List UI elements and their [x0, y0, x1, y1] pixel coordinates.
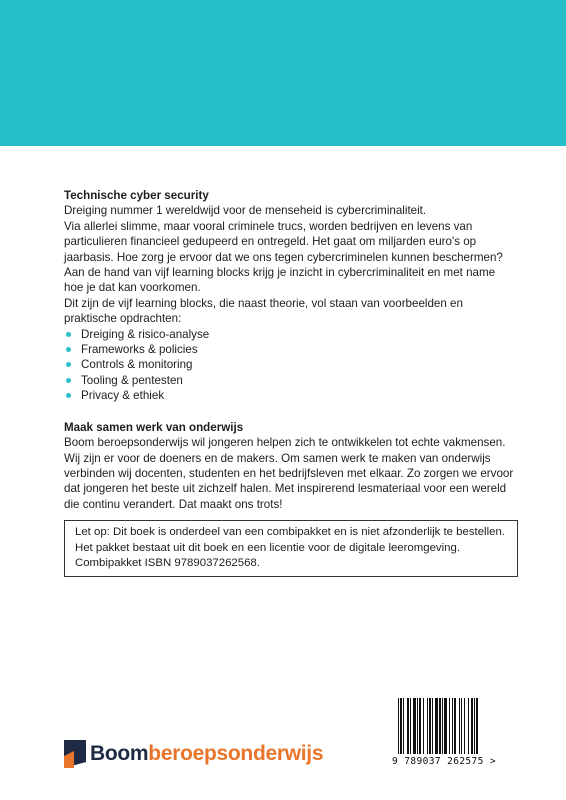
- intro-line: praktische opdrachten:: [64, 312, 182, 326]
- combipakket-notice-box: [64, 520, 518, 577]
- publisher-line: die continu verandert. Dat maakt ons trots!: [64, 497, 283, 511]
- isbn-barcode: [392, 698, 524, 770]
- intro-line: particulieren financieel gedupeerd en ontregeld. Het gaat om miljarden euro's op: [64, 235, 477, 249]
- publisher-line: dat jongeren het beste uit zichzelf halen. Met inspirerend lesmateriaal voor een wereld: [64, 482, 507, 496]
- list-item: Controls & monitoring: [64, 357, 534, 372]
- back-cover-text: [64, 188, 534, 512]
- intro-line: hoe je dat kan voorkomen.: [64, 281, 201, 295]
- publisher-line: Wij zijn er voor de doeners en de makers. Om samen werk te maken van onderwijs: [64, 451, 491, 465]
- list-item: Tooling & pentesten: [64, 373, 534, 388]
- notice-line: Let op: Dit boek is onderdeel van een combipakket en is niet afzonderlijk te bestellen.: [75, 526, 505, 538]
- list-item: Frameworks & policies: [64, 342, 534, 357]
- list-item: Dreiging & risico-analyse: [64, 327, 534, 342]
- notice-line: Combipakket ISBN 9789037262568.: [75, 557, 260, 570]
- publisher-line: Boom beroepsonderwijs wil jongeren helpen zich te ontwikkelen tot echte vakmensen.: [64, 436, 506, 450]
- publisher-line: verbinden wij docenten, studenten en het bedrijfsleven met elkaar. Zo zorgen we ervoor: [64, 466, 514, 480]
- logo-text-beroepsonderwijs: beroepsonderwijs: [148, 742, 324, 765]
- learning-blocks-list: [64, 327, 534, 404]
- intro-line: jaarbasis. Hoe zorg je ervoor dat we ons tegen cybercriminelen kunnen beschermen?: [64, 250, 503, 264]
- notice-line: Het pakket bestaat uit dit boek en een licentie voor de digitale leeromgeving.: [75, 541, 460, 554]
- intro-line: Aan de hand van vijf learning blocks krijg je inzicht in cybercriminaliteit en met name: [64, 266, 496, 280]
- top-color-band: [0, 0, 566, 146]
- boom-logo-mark-icon: [64, 740, 86, 768]
- intro-line: Dreiging nummer 1 wereldwijd voor de menseheid is cybercriminaliteit.: [64, 204, 427, 218]
- barcode-digits: 9 789037 262575 >: [392, 756, 497, 767]
- list-item: Privacy & ethiek: [64, 388, 534, 403]
- section-heading-onderwijs: Maak samen werk van onderwijs: [64, 420, 244, 434]
- section-heading-cyber-security: Technische cyber security: [64, 189, 209, 202]
- barcode-icon: [398, 698, 510, 754]
- publisher-logo: [64, 738, 323, 770]
- intro-line: Dit zijn de vijf learning blocks, die naast theorie, vol staan van voorbeelden en: [64, 296, 463, 310]
- logo-text-boom: Boom: [90, 742, 149, 765]
- intro-line: Via allerlei slimme, maar vooral criminele trucs, worden bedrijven en levens van: [64, 219, 473, 233]
